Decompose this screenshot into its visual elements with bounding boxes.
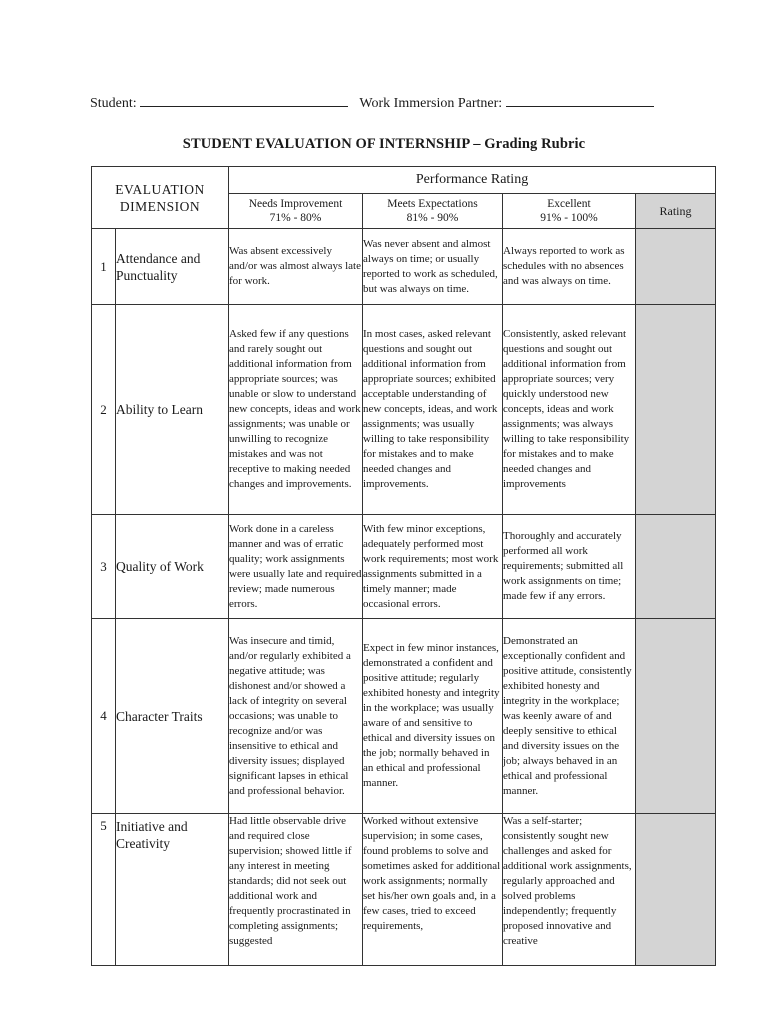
meets-expectations-cell: In most cases, asked relevant questions and sought out additional information from appropriate sources; exhibited acceptable understanding of new concepts, ideas, and work assignments; was usually willing to take responsibility for mistakes and to make needed changes and improvements. — [363, 305, 503, 515]
needs-improvement-cell: Work done in a careless manner and was of erratic quality; work assignments were usually late and required review; made numerous errors. — [229, 515, 363, 619]
rating-cell[interactable] — [636, 229, 716, 305]
level-header-meets-expectations — [363, 194, 503, 229]
excellent-cell: Demonstrated an exceptionally confident and positive attitude, consistently exhibited honesty and integrity in the workplace; was keenly aware of and deeply sensitive to ethical and diversity issues on the job; always behaved in an ethical and professional manner. — [503, 619, 636, 814]
level-range: 91% - 100% — [540, 212, 598, 224]
level-range: 81% - 90% — [406, 212, 459, 224]
rating-cell[interactable] — [636, 814, 716, 966]
student-name-field[interactable] — [140, 94, 348, 107]
row-number: 4 — [92, 619, 116, 814]
document-title: STUDENT EVALUATION OF INTERNSHIP – Grading Rubric — [182, 136, 586, 152]
level-name: Meets Expectations — [387, 198, 478, 210]
needs-improvement-cell: Was absent excessively and/or was almost always late for work. — [229, 229, 363, 305]
student-label: Student: — [90, 96, 137, 111]
partner-label: Work Immersion Partner: — [359, 96, 503, 111]
row-number: 3 — [92, 515, 116, 619]
table-row — [92, 229, 716, 305]
excellent-cell: Thoroughly and accurately performed all work requirements; submitted all work assignments on time; made few if any errors. — [503, 515, 636, 619]
table-row — [92, 814, 716, 966]
table-row — [92, 305, 716, 515]
rating-header: Rating — [636, 194, 716, 229]
row-number: 5 — [92, 814, 116, 966]
needs-improvement-cell: Was insecure and timid, and/or regularly exhibited a negative attitude; was dishonest and/or showed a lack of integrity on several occasions; was unable to recognize and/or was insensitive to ethical and diversity issues; displayed significant lapses in ethical and professional behavior. — [229, 619, 363, 814]
evaluation-dimension-header: EVALUATION DIMENSION — [92, 167, 229, 229]
excellent-cell: Was a self-starter; consistently sought new challenges and asked for additional work assignments, regularly approached and solved problems independently; frequently proposed innovative and creative — [503, 814, 636, 966]
needs-improvement-cell: Had little observable drive and required close supervision; showed little if any interest in meeting standards; did not seek out additional work and frequently procrastinated in completing assignments; suggested — [229, 814, 363, 966]
meets-expectations-cell: With few minor exceptions, adequately performed most work requirements; most work assignments submitted in a timely manner; made occasional errors. — [363, 515, 503, 619]
rating-cell[interactable] — [636, 619, 716, 814]
level-name: Excellent — [547, 198, 591, 210]
table-row — [92, 515, 716, 619]
grading-rubric-table — [91, 166, 716, 966]
excellent-cell: Consistently, asked relevant questions and sought out additional information from appropriate sources; very quickly understood new concepts, ideas and work assignments; was always willing to take responsibility for mistakes and to make needed changes and improvements — [503, 305, 636, 515]
dimension-name: Initiative and Creativity — [116, 814, 229, 966]
meets-expectations-cell: Was never absent and almost always on time; or usually reported to work as scheduled, but was always on time. — [363, 229, 503, 305]
rating-cell[interactable] — [636, 305, 716, 515]
dimension-name: Attendance and Punctuality — [116, 229, 229, 305]
meets-expectations-cell: Expect in few minor instances, demonstrated a confident and positive attitude; regularly exhibited honesty and integrity in the workplace; was usually aware of and sensitive to ethical and diversity issues on the job; normally behaved in an ethical and professional manner. — [363, 619, 503, 814]
meets-expectations-cell: Worked without extensive supervision; in some cases, found problems to solve and sometimes asked for additional work assignments; normally set his/her own goals and, in a few cases, tried to exceed requirements, — [363, 814, 503, 966]
row-number: 2 — [92, 305, 116, 515]
table-row — [92, 619, 716, 814]
dimension-name: Character Traits — [116, 619, 229, 814]
row-number: 1 — [92, 229, 116, 305]
level-header-needs-improvement — [229, 194, 363, 229]
dimension-name: Quality of Work — [116, 515, 229, 619]
performance-rating-header: Performance Rating — [229, 167, 716, 194]
dimension-name: Ability to Learn — [116, 305, 229, 515]
excellent-cell: Always reported to work as schedules with no absences and was always on time. — [503, 229, 636, 305]
level-header-excellent — [503, 194, 636, 229]
needs-improvement-cell: Asked few if any questions and rarely sought out additional information from appropriate sources; was unable or slow to understand new concepts, ideas and work assignments; was unable or unwilling to recognize mistakes and was not receptive to making needed changes and improvements. — [229, 305, 363, 515]
level-name: Needs Improvement — [248, 198, 343, 210]
rating-cell[interactable] — [636, 515, 716, 619]
partner-name-field[interactable] — [506, 94, 654, 107]
level-range: 71% - 80% — [269, 212, 322, 224]
student-partner-line — [90, 94, 690, 114]
